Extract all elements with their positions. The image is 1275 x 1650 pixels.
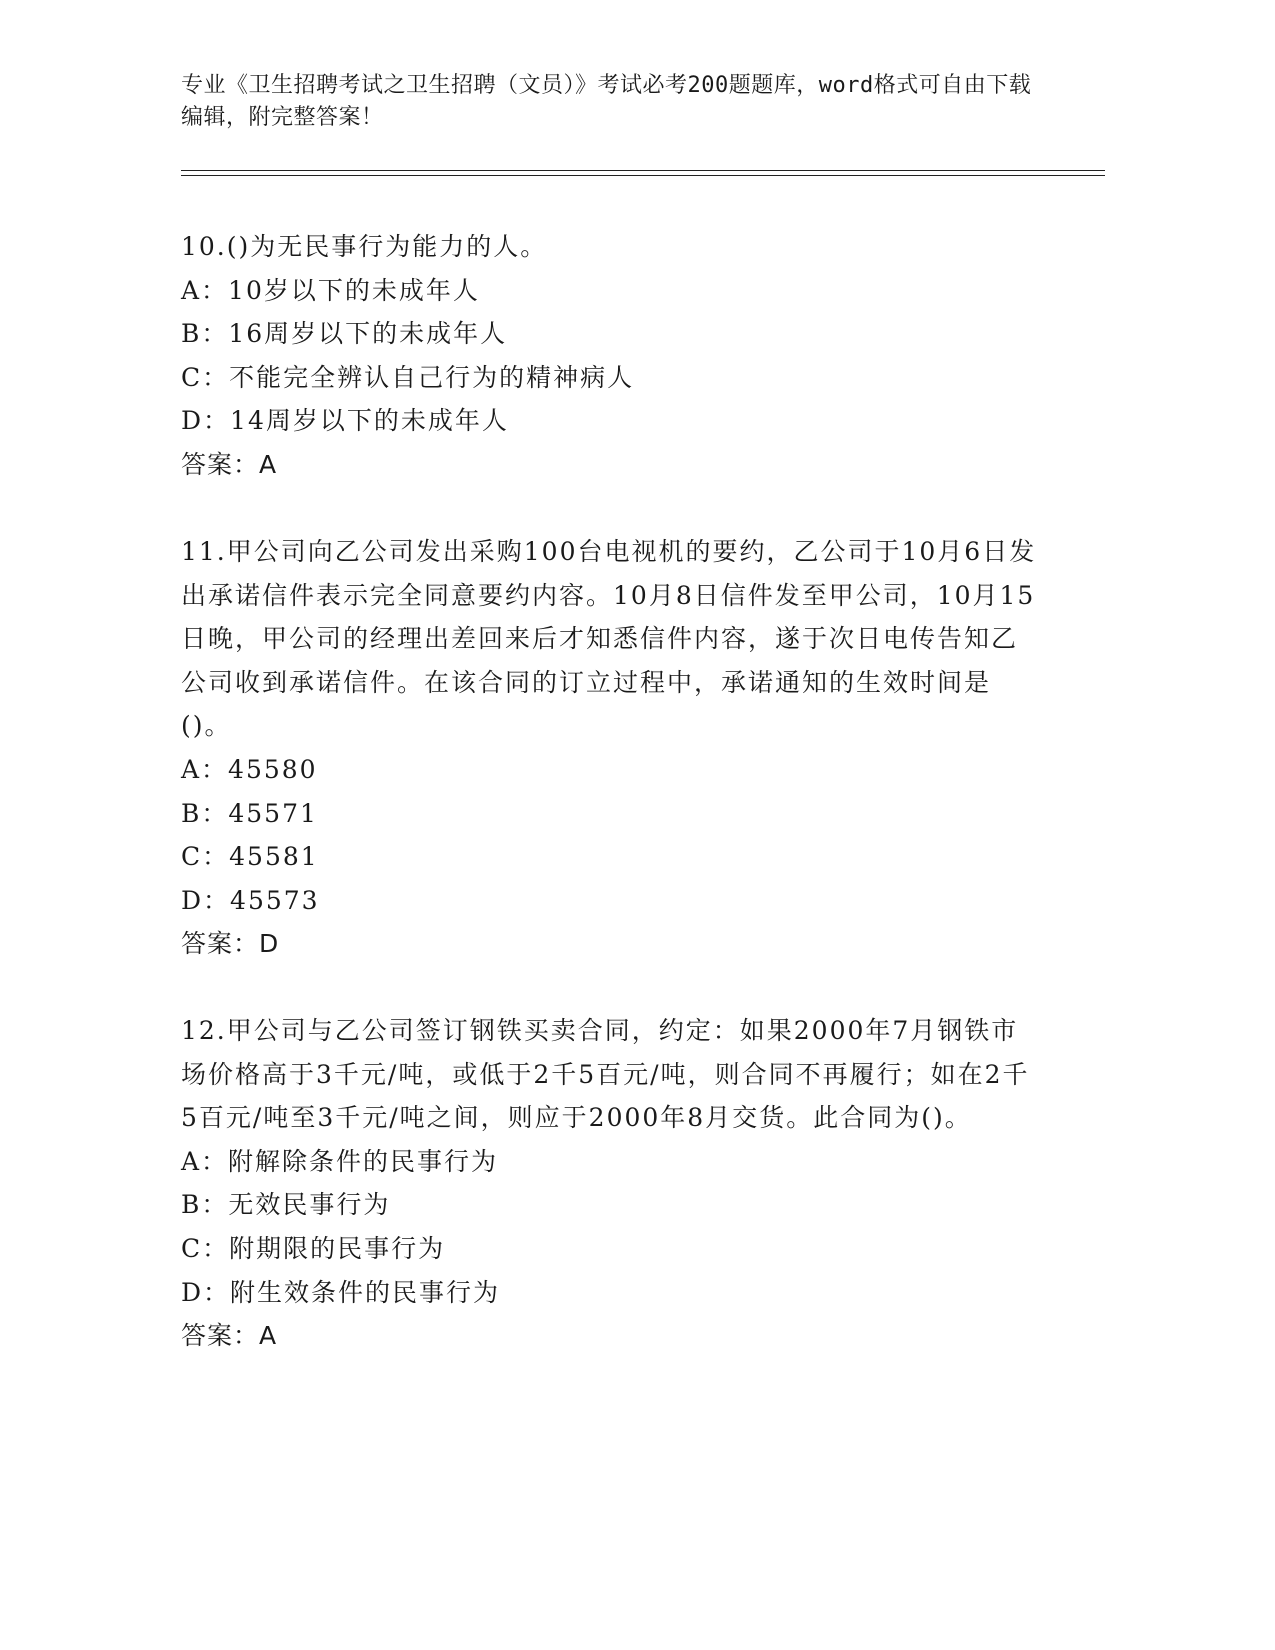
answer: 答案：A [181,449,278,479]
question-11 [181,530,1041,966]
option-a: A：10岁以下的未成年人 [181,275,480,305]
option-a: A：45580 [181,754,318,784]
header-divider-top [181,170,1105,171]
option-b: B：45571 [181,798,318,828]
option-d: D：附生效条件的民事行为 [181,1277,501,1307]
option-b: B：16周岁以下的未成年人 [181,319,508,349]
option-d: D：45573 [181,885,320,915]
option-d: D：14周岁以下的未成年人 [181,406,509,436]
option-c: C：45581 [181,842,319,872]
option-c: C：不能完全辨认自己行为的精神病人 [181,362,635,392]
option-c: C：附期限的民事行为 [181,1233,446,1263]
answer: 答案：D [181,929,280,959]
question-stem: 10.()为无民事行为能力的人。 [181,232,548,261]
document-header: 专业《卫生招聘考试之卫生招聘（文员）》考试必考200题题库，word格式可自由下载编辑，附完整答案！ [181,73,1032,130]
option-b: B：无效民事行为 [181,1190,391,1220]
question-stem: 11.甲公司向乙公司发出采购100台电视机的要约，乙公司于10月6日发出承诺信件表示完全同意要约内容。10月8日信件发至甲公司，10月15日晚，甲公司的经理出差回来后才知悉信件内容，遂于次日电传告知乙公司收到承诺信件。在该合同的订立过程中，承诺通知的生效时间是()。 [181,537,1037,741]
question-12 [181,1009,1041,1358]
header-divider-bottom [181,175,1105,176]
question-stem: 12.甲公司与乙公司签订钢铁买卖合同，约定：如果2000年7月钢铁市场价格高于3千元/吨，或低于2千5百元/吨，则合同不再履行；如在2千5百元/吨至3千元/吨之间，则应于2000年8月交货。此合同为()。 [181,1016,1030,1133]
question-10 [181,225,1041,487]
option-a: A：附解除条件的民事行为 [181,1146,499,1176]
answer: 答案：A [181,1321,278,1351]
